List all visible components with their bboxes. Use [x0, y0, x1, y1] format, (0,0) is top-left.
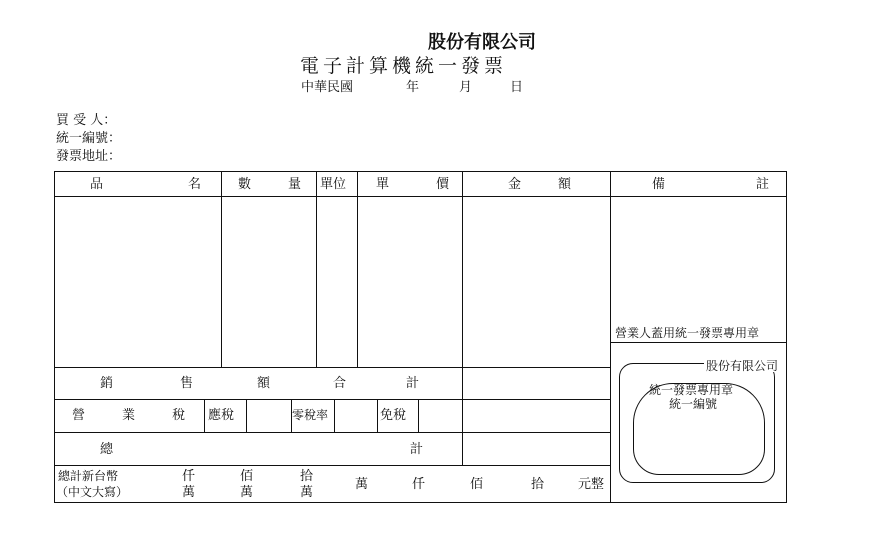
taxable-label: 應稅 — [208, 408, 235, 423]
seal-caption-bottom-rule — [611, 342, 787, 343]
col-divider-amount — [610, 171, 611, 503]
date-month: 月 — [459, 80, 473, 95]
unit-wan-3: 萬 — [300, 485, 314, 500]
date-era: 中華民國 — [301, 80, 354, 95]
col-header-price-2: 價 — [436, 177, 450, 192]
items-bottom-rule — [54, 367, 611, 368]
date-year: 年 — [406, 80, 420, 95]
unit-yuan-whole: 元整 — [578, 477, 605, 492]
col-divider-price — [462, 171, 463, 465]
unit-hundred-top: 佰 — [240, 469, 254, 484]
col-header-unit: 單位 — [320, 177, 347, 192]
invoice-title: 電子計算機統一發票 — [300, 55, 508, 77]
col-divider-item — [221, 171, 222, 367]
zero-rate-label: 零稅率 — [292, 408, 329, 422]
tax-divider-4 — [334, 399, 335, 432]
unit-thousand: 仟 — [412, 477, 426, 492]
header-rule — [54, 196, 787, 197]
stamp-line-1: 統一發票專用章 — [649, 383, 734, 397]
col-header-amount-2: 額 — [558, 177, 572, 192]
sales-total-bottom-rule — [54, 399, 611, 400]
grand-total-bottom-rule — [54, 465, 611, 466]
stamp-line-2: 統一編號 — [669, 397, 718, 411]
sales-total-char-2: 售 — [180, 376, 194, 391]
unit-wan-1: 萬 — [182, 485, 196, 500]
col-header-remarks-1: 備 — [652, 177, 666, 192]
company-name: 股份有限公司 — [428, 32, 536, 53]
exempt-label: 免稅 — [380, 408, 407, 423]
col-header-item-1: 品 — [90, 177, 104, 192]
col-header-quantity-1: 數 — [238, 177, 252, 192]
buyer-tax-id-label: 統一編號： — [56, 131, 122, 146]
col-divider-quantity — [316, 171, 317, 367]
tax-row-bottom-rule — [54, 432, 611, 433]
unit-ten: 拾 — [531, 477, 545, 492]
tax-divider-6 — [418, 399, 419, 432]
sales-total-char-5: 計 — [406, 376, 420, 391]
unit-wan-2: 萬 — [240, 485, 254, 500]
sales-total-char-1: 銷 — [100, 376, 114, 391]
date-day: 日 — [510, 80, 524, 95]
business-tax-char-3: 稅 — [172, 408, 186, 423]
buyer-address-label: 發票地址： — [56, 149, 122, 164]
unit-ten-top: 拾 — [300, 469, 314, 484]
tax-divider-5 — [377, 399, 378, 432]
business-tax-char-1: 營 — [72, 408, 86, 423]
unit-wan-4: 萬 — [355, 477, 369, 492]
unit-hundred: 佰 — [470, 477, 484, 492]
tax-divider-2 — [246, 399, 247, 432]
col-header-price-1: 單 — [376, 177, 390, 192]
col-header-quantity-2: 量 — [288, 177, 302, 192]
stamp-company: 股份有限公司 — [706, 359, 779, 373]
chinese-amount-label-1: 總計新台幣 — [58, 469, 119, 483]
sales-total-char-3: 額 — [257, 376, 271, 391]
col-header-remarks-2: 註 — [756, 177, 770, 192]
grand-total-char-2: 計 — [410, 442, 424, 457]
col-header-amount-1: 金 — [508, 177, 522, 192]
chinese-amount-label-2: （中文大寫） — [56, 485, 129, 499]
tax-divider-1 — [204, 399, 205, 432]
unit-thousand-top: 仟 — [182, 469, 196, 484]
seal-caption: 營業人蓋用統一發票專用章 — [615, 326, 760, 340]
col-divider-unit — [357, 171, 358, 367]
col-header-item-2: 名 — [188, 177, 202, 192]
buyer-name-label: 買 受 人： — [56, 113, 117, 128]
business-tax-char-2: 業 — [122, 408, 136, 423]
sales-total-char-4: 合 — [333, 376, 347, 391]
grand-total-char-1: 總 — [100, 442, 114, 457]
